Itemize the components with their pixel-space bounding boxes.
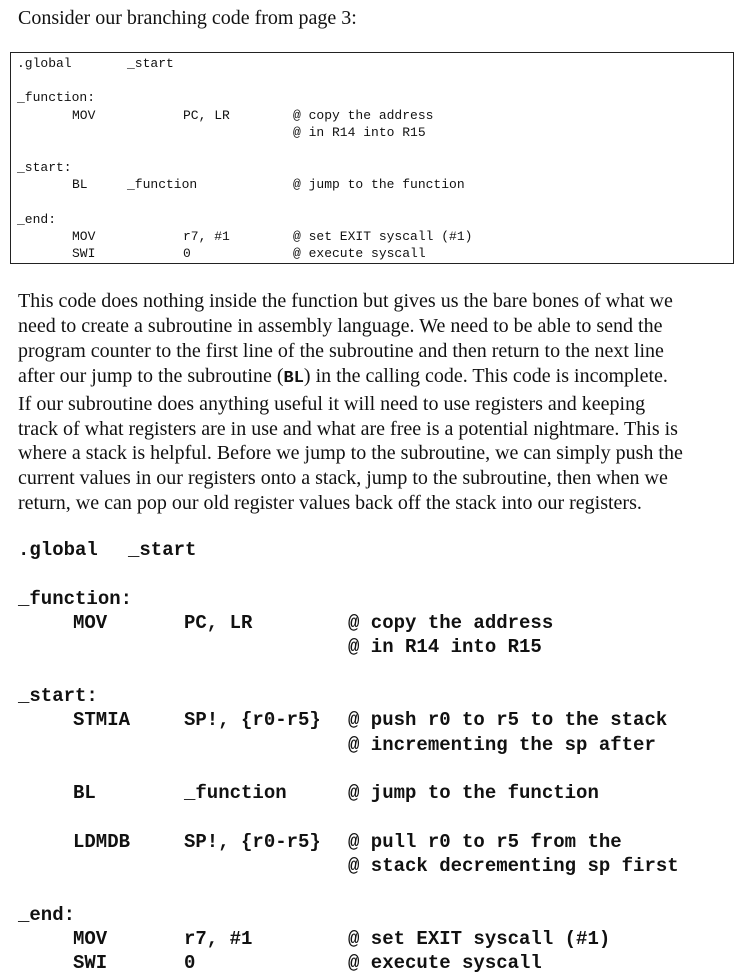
- code-arg: _function: [127, 177, 198, 192]
- code-op: MOV: [72, 229, 96, 244]
- code-comment: @ pull r0 to r5 from the: [348, 831, 622, 853]
- code-arg: 0: [183, 246, 191, 261]
- inline-code-bl: BL: [283, 368, 304, 388]
- paragraph-line: need to create a subroutine in assembly language. We need to be able to send the: [18, 314, 663, 337]
- code-arg: SP!, {r0-r5}: [184, 831, 321, 853]
- code-label: _function:: [18, 588, 133, 610]
- code-arg: 0: [184, 952, 196, 974]
- code-comment: @ incrementing the sp after: [348, 734, 656, 756]
- code-op: BL: [72, 177, 88, 192]
- code-label: _end:: [18, 904, 76, 926]
- code-arg: r7, #1: [183, 229, 230, 244]
- paragraph-line: where a stack is helpful. Before we jump to the subroutine, we can simply push the: [18, 442, 683, 465]
- code-comment: @ execute syscall: [293, 246, 426, 261]
- code-op: BL: [73, 782, 96, 804]
- intro-text: Consider our branching code from page 3:: [18, 7, 357, 29]
- code-op: LDMDB: [73, 831, 131, 853]
- code-op: MOV: [73, 928, 108, 950]
- paragraph-line: This code does nothing inside the function but gives us the bare bones of what we: [18, 290, 673, 312]
- paragraph-line: [18, 364, 738, 392]
- paragraph-line: current values in our registers onto a stack, jump to the subroutine, then when we: [18, 467, 668, 490]
- code-arg: r7, #1: [184, 928, 253, 950]
- code-comment: @ copy the address: [348, 612, 554, 634]
- code-label: _function:: [17, 90, 96, 105]
- code-comment: @ stack decrementing sp first: [348, 855, 679, 877]
- code-listing-box: [10, 52, 734, 264]
- code-label: _start:: [17, 160, 72, 175]
- code-comment: @ set EXIT syscall (#1): [293, 229, 473, 244]
- code-label: .global: [17, 56, 72, 71]
- code-arg: PC, LR: [183, 108, 230, 123]
- code-comment: @ set EXIT syscall (#1): [348, 928, 611, 950]
- body-paragraph: [18, 289, 738, 516]
- code-arg: PC, LR: [184, 612, 253, 634]
- code-op: STMIA: [73, 709, 131, 731]
- code-arg: SP!, {r0-r5}: [184, 709, 321, 731]
- code-label: _start:: [18, 685, 98, 707]
- code-op: SWI: [73, 952, 108, 974]
- code-comment: @ push r0 to r5 to the stack: [348, 709, 668, 731]
- paragraph-line: program counter to the first line of the subroutine and then return to the next line: [18, 339, 664, 362]
- code-op: MOV: [72, 108, 96, 123]
- code-operand: _start: [128, 539, 197, 561]
- paragraph-line: If our subroutine does anything useful it will need to use registers and keeping: [18, 392, 646, 415]
- code-comment: @ execute syscall: [348, 952, 542, 974]
- paragraph-text: ) in the calling code. This code is incomplete.: [303, 364, 668, 387]
- code-op: MOV: [73, 612, 108, 634]
- code-operand: _start: [127, 56, 174, 71]
- code-comment: @ jump to the function: [293, 177, 465, 192]
- code-comment: @ jump to the function: [348, 782, 599, 804]
- code-comment: @ copy the address: [293, 108, 434, 123]
- paragraph-line: return, we can pop our old register values back off the stack into our registers.: [18, 492, 642, 515]
- paragraph-line: track of what registers are in use and what are free is a potential nightmare. This is: [18, 417, 678, 440]
- code-label: .global: [18, 539, 98, 561]
- code-op: SWI: [72, 246, 96, 261]
- code-comment: @ in R14 into R15: [348, 636, 542, 658]
- paragraph-text: after our jump to the subroutine (: [18, 364, 284, 387]
- code-arg: _function: [184, 782, 287, 804]
- code-comment: @ in R14 into R15: [293, 125, 426, 140]
- code-label: _end:: [17, 212, 57, 227]
